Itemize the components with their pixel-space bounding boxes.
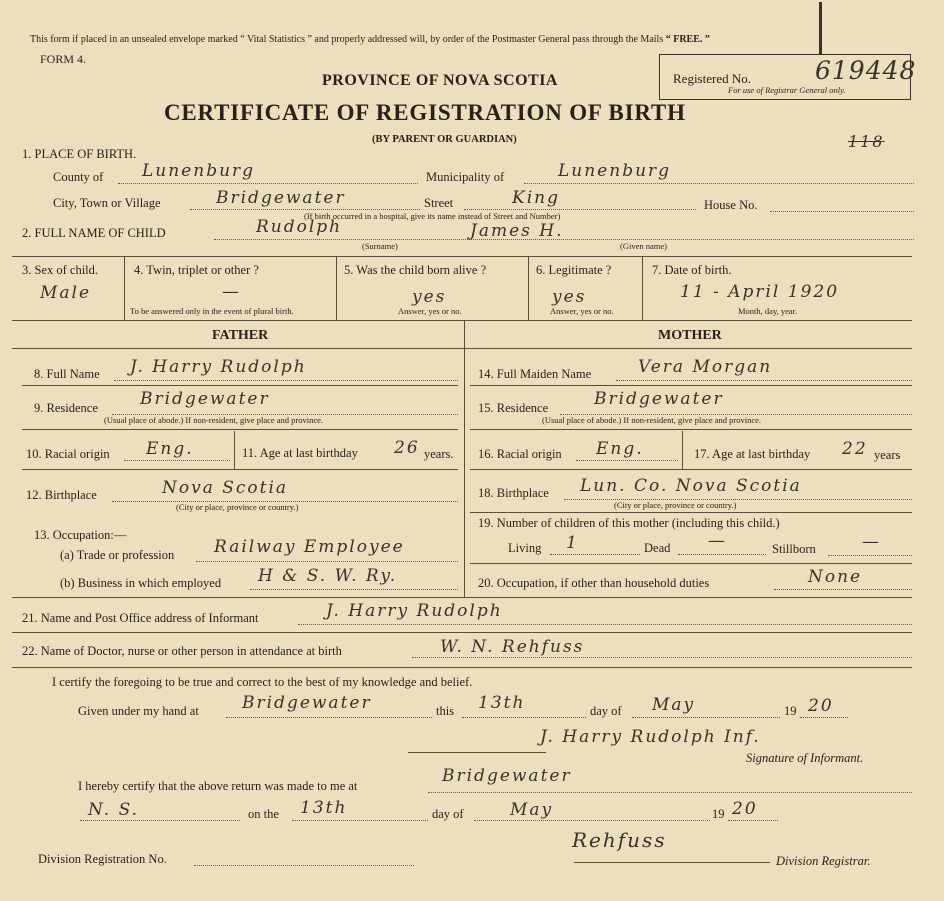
municipality-value: Lunenburg <box>558 161 672 181</box>
row-divider <box>22 469 458 470</box>
child-name-label: 2. FULL NAME OF CHILD <box>22 226 166 240</box>
registrar-month-line <box>474 820 710 821</box>
city-label: City, Town or Village <box>53 196 161 210</box>
registrar-province-value: N. S. <box>88 800 140 820</box>
given-month-line <box>632 717 780 718</box>
house-label: House No. <box>704 198 758 212</box>
father-name-value: J. Harry Rudolph <box>130 357 307 377</box>
given-place-line <box>226 717 432 718</box>
certificate-subtitle: (BY PARENT OR GUARDIAN) <box>372 134 517 145</box>
father-business-value: H & S. W. Ry. <box>258 566 398 586</box>
given-under-label: Given under my hand at <box>78 704 199 718</box>
certificate-title: CERTIFICATE OF REGISTRATION OF BIRTH <box>164 100 686 125</box>
county-label: County of <box>53 170 104 184</box>
mother-age-label: 17. Age at last birthday <box>694 447 811 461</box>
county-line <box>118 183 418 184</box>
registrar-month-value: May <box>510 800 554 820</box>
father-residence-label: 9. Residence <box>34 401 98 415</box>
sex-label: 3. Sex of child. <box>22 263 99 277</box>
street-label: Street <box>424 196 454 210</box>
doctor-line <box>412 657 912 658</box>
parents-center-divider <box>464 320 465 597</box>
signature-of-informant-label: Signature of Informant. <box>746 751 864 765</box>
row-divider <box>12 667 912 668</box>
dob-note: Month, day, year. <box>738 306 798 316</box>
twin-value: — <box>222 282 241 302</box>
registrar-signature: Rehfuss <box>572 828 667 852</box>
father-racial-line <box>124 460 230 461</box>
mailing-notice-text: This form if placed in an unsealed envelope marked “ Vital Statistics ” and properly addressed will, by order of the Postmaster General pass through the Mails <box>30 34 664 45</box>
street-value: King <box>512 188 560 208</box>
father-name-line <box>114 380 458 381</box>
city-value: Bridgewater <box>216 188 346 208</box>
dead-line <box>678 554 766 555</box>
given-year-prefix: 19 <box>784 704 797 718</box>
dead-value: — <box>708 531 727 551</box>
given-name-note: (Given name) <box>620 241 667 251</box>
column-divider <box>124 256 125 320</box>
mother-heading: MOTHER <box>658 328 722 343</box>
child-given-name: James H. <box>470 221 564 241</box>
child-name-line <box>214 239 914 240</box>
mother-residence-note: (Usual place of abode.) If non-resident, give place and province. <box>542 415 762 425</box>
stillborn-line <box>828 555 912 556</box>
municipality-line <box>524 183 914 184</box>
father-age-years: years. <box>424 447 454 461</box>
mother-occupation-value: None <box>808 567 863 587</box>
twin-label: 4. Twin, triplet or other ? <box>134 263 259 277</box>
registered-label: Registered No. <box>673 71 751 86</box>
father-business-label: (b) Business in which employed <box>60 576 222 590</box>
division-registrar-label: Division Registrar. <box>776 854 871 868</box>
registrar-certify-label: I hereby certify that the above return was made to me at <box>78 779 358 793</box>
column-divider <box>528 256 529 320</box>
surname-note: (Surname) <box>362 241 398 251</box>
free-label: “ FREE. ” <box>665 34 710 45</box>
registrar-year-line <box>728 820 778 821</box>
county-value: Lunenburg <box>142 161 256 181</box>
stillborn-value: — <box>862 532 881 552</box>
registrar-signature-rule <box>574 862 770 863</box>
row-divider <box>12 348 912 349</box>
column-divider <box>642 256 643 320</box>
form-number: FORM 4. <box>40 52 87 66</box>
registrar-place-value: Bridgewater <box>442 766 572 786</box>
sex-value: Male <box>40 283 92 303</box>
born-alive-label: 5. Was the child born alive ? <box>344 263 487 277</box>
mother-name-line <box>616 380 912 381</box>
doctor-label: 22. Name of Doctor, nurse or other person in attendance at birth <box>22 644 342 658</box>
registered-number: 619448 <box>815 56 917 85</box>
mother-name-label: 14. Full Maiden Name <box>478 367 592 381</box>
mailing-notice <box>30 34 710 45</box>
father-birthplace-note: (City or place, province or country.) <box>176 502 299 512</box>
child-surname: Rudolph <box>256 217 343 237</box>
father-heading: FATHER <box>212 328 269 343</box>
ink-stroke <box>819 2 822 54</box>
registrar-day-value: 13th <box>300 798 348 818</box>
registrar-province-line <box>80 820 240 821</box>
father-birthplace-label: 12. Birthplace <box>26 488 97 502</box>
mother-birthplace-note: (City or place, province or country.) <box>614 500 737 510</box>
street-line <box>464 209 696 210</box>
given-year-line <box>800 717 848 718</box>
informant-signature: J. Harry Rudolph Inf. <box>540 727 761 747</box>
doctor-value: W. N. Rehfuss <box>440 637 585 657</box>
mother-residence-value: Bridgewater <box>594 389 724 409</box>
born-alive-value: yes <box>412 287 447 307</box>
city-line <box>190 209 420 210</box>
mother-age-years: years <box>874 448 901 462</box>
this-label: this <box>436 704 455 718</box>
father-racial-value: Eng. <box>146 439 194 459</box>
registrar-day-of-label: day of <box>432 807 464 821</box>
mother-occupation-label: 20. Occupation, if other than household duties <box>478 576 710 590</box>
father-age-label: 11. Age at last birthday <box>242 446 358 460</box>
given-place-value: Bridgewater <box>242 693 372 713</box>
row-divider <box>470 385 912 386</box>
father-name-label: 8. Full Name <box>34 367 100 381</box>
row-divider <box>470 563 912 564</box>
row-divider <box>470 469 912 470</box>
given-month-value: May <box>652 695 696 715</box>
informant-address-value: J. Harry Rudolph <box>326 601 503 621</box>
given-year-value: 20 <box>808 696 834 716</box>
living-line <box>550 554 640 555</box>
stillborn-label: Stillborn <box>772 542 816 556</box>
division-registration-label: Division Registration No. <box>38 852 167 866</box>
mother-birthplace-value: Lun. Co. Nova Scotia <box>580 476 802 496</box>
father-trade-label: (a) Trade or profession <box>60 548 175 562</box>
mother-racial-label: 16. Racial origin <box>478 447 562 461</box>
living-label: Living <box>508 541 542 555</box>
mother-children-label: 19. Number of children of this mother (including this child.) <box>478 516 780 530</box>
row-divider <box>470 512 912 513</box>
hospital-note: (If birth occurred in a hospital, give its name instead of Street and Number) <box>304 211 561 221</box>
father-residence-value: Bridgewater <box>140 389 270 409</box>
legitimate-label: 6. Legitimate ? <box>536 263 612 277</box>
informant-address-label: 21. Name and Post Office address of Informant <box>22 611 259 625</box>
province-heading: PROVINCE OF NOVA SCOTIA <box>322 72 558 89</box>
certify-statement: I certify the foregoing to be true and correct to the best of my knowledge and belief. <box>52 675 473 689</box>
registrar-year-value: 20 <box>732 799 758 819</box>
division-registration-line <box>194 865 414 866</box>
row-divider <box>22 429 458 430</box>
father-age-value: 26 <box>394 438 420 458</box>
row-divider <box>12 256 912 257</box>
row-divider <box>22 385 458 386</box>
signature-rule <box>408 752 546 753</box>
living-value: 1 <box>566 533 579 553</box>
municipality-label: Municipality of <box>426 170 505 184</box>
column-divider <box>682 431 683 469</box>
place-of-birth-heading: 1. PLACE OF BIRTH. <box>22 147 137 161</box>
father-birthplace-value: Nova Scotia <box>162 478 289 498</box>
given-day-value: 13th <box>478 693 526 713</box>
mother-racial-line <box>576 460 678 461</box>
dob-value: 11 - April 1920 <box>680 282 840 302</box>
mother-racial-value: Eng. <box>596 439 644 459</box>
on-the-label: on the <box>248 807 279 821</box>
mother-occupation-line <box>774 589 912 590</box>
legitimate-value: yes <box>552 287 587 307</box>
father-residence-note: (Usual place of abode.) If non-resident, give place and province. <box>104 415 324 425</box>
mother-name-value: Vera Morgan <box>638 357 773 377</box>
column-divider <box>336 256 337 320</box>
informant-address-line <box>298 624 912 625</box>
father-racial-label: 10. Racial origin <box>26 447 110 461</box>
father-trade-value: Railway Employee <box>214 537 405 557</box>
corner-number: 118 <box>848 132 885 151</box>
registered-note: For use of Registrar General only. <box>728 85 846 95</box>
given-day-line <box>462 717 586 718</box>
father-occupation-label: 13. Occupation:— <box>34 528 127 542</box>
registrar-year-prefix: 19 <box>712 807 725 821</box>
dob-label: 7. Date of birth. <box>652 263 732 277</box>
dead-label: Dead <box>644 541 671 555</box>
house-line <box>770 211 914 212</box>
row-divider <box>12 320 912 321</box>
registrar-day-line <box>292 820 428 821</box>
column-divider <box>234 431 235 469</box>
row-divider <box>12 597 912 598</box>
mother-birthplace-label: 18. Birthplace <box>478 486 549 500</box>
registrar-place-line <box>428 792 912 793</box>
legitimate-note: Answer, yes or no. <box>550 306 614 316</box>
mother-age-value: 22 <box>842 439 868 459</box>
born-alive-note: Answer, yes or no. <box>398 306 462 316</box>
father-trade-line <box>196 561 458 562</box>
twin-note: To be answered only in the event of plural birth. <box>130 306 294 316</box>
row-divider <box>12 632 912 633</box>
row-divider <box>470 429 912 430</box>
given-day-of-label: day of <box>590 704 622 718</box>
mother-residence-label: 15. Residence <box>478 401 549 415</box>
father-business-line <box>250 589 458 590</box>
